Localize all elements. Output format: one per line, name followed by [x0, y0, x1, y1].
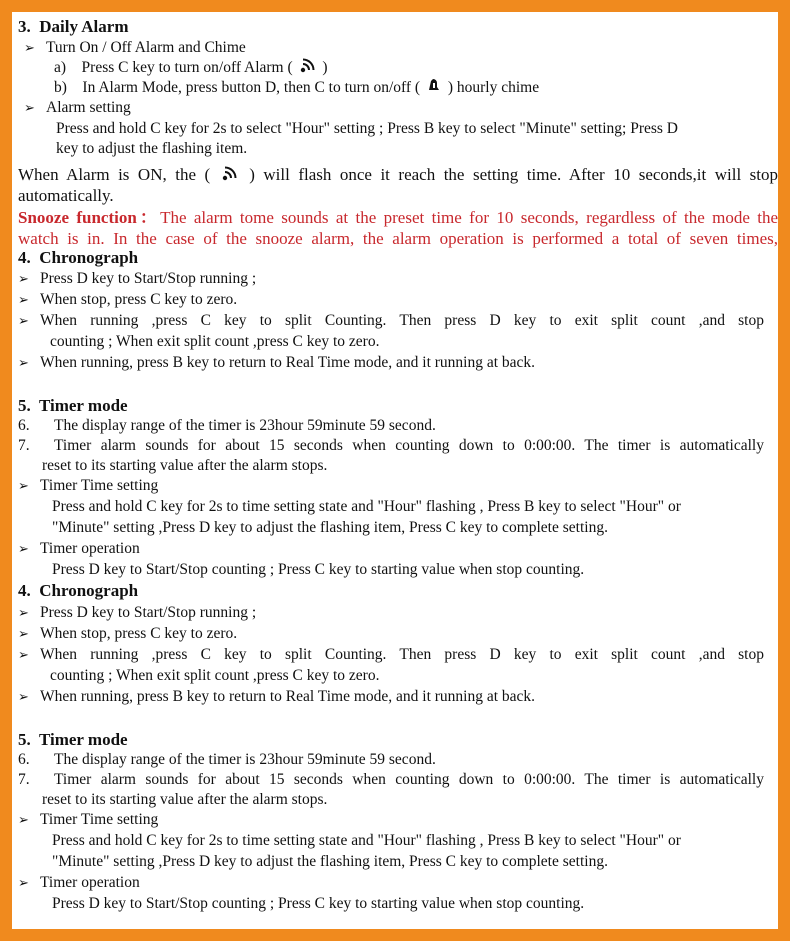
timer-item-6b-num: 6.	[18, 751, 30, 768]
alarm-item-b-label: b)	[54, 79, 67, 96]
timer-setting-label-b-text: Timer Time setting	[40, 811, 159, 828]
chrono-item-1	[18, 269, 778, 290]
arrow-bullet-icon: ➢	[18, 606, 29, 621]
timer-heading-1	[18, 396, 778, 416]
arrow-bullet-icon: ➢	[18, 479, 29, 494]
timer-operation-b-line: Press D key to Start/Stop counting ; Press C key to starting value when stop counting.	[52, 895, 585, 912]
alarm-heading-title: Daily Alarm	[39, 17, 129, 36]
alarm-item-a-close: )	[322, 59, 328, 76]
chrono-item-2b	[18, 624, 778, 645]
arrow-bullet-icon: ➢	[18, 690, 29, 705]
alarm-on-text-a: When Alarm is ON, the (	[18, 165, 211, 184]
timer-setting-line1: Press and hold C key for 2s to time setting state and "Hour" flashing , Press B key to select "Hour" or	[52, 498, 681, 515]
timer-setting-b-line2: "Minute" setting ,Press D key to adjust the flashing item, Press C key to complete setting.	[52, 853, 608, 870]
chrono-heading-title: Chronograph	[39, 581, 139, 600]
snooze-line1	[18, 208, 778, 228]
timer-heading-number: 5.	[18, 730, 31, 749]
alarm-setting-label-text: Alarm setting	[46, 99, 131, 116]
arrow-bullet-icon: ➢	[18, 272, 29, 287]
chrono-heading-number: 4.	[18, 248, 31, 267]
arrow-bullet-icon: ➢	[18, 876, 29, 891]
timer-item-7-num: 7.	[18, 437, 30, 454]
chime-bell-icon	[426, 78, 442, 94]
timer-setting-label-text: Timer Time setting	[40, 477, 159, 494]
timer-item-7b	[18, 770, 764, 790]
snooze-text-1: The alarm tome sounds at the preset time for 10 seconds, regardless of the mode the	[160, 208, 778, 227]
timer-item-7b-num: 7.	[18, 771, 30, 788]
timer-item-7-text: Timer alarm sounds for about 15 seconds when counting down to 0:00:00. The timer is automatically	[54, 437, 764, 454]
alarm-item-a	[54, 58, 778, 78]
chrono-item-1-text: Press D key to Start/Stop running ;	[40, 270, 257, 287]
timer-operation-label-b	[18, 873, 778, 894]
alarm-turn-on-off-text: Turn On / Off Alarm and Chime	[46, 39, 246, 56]
chrono-item-4b	[18, 687, 778, 708]
arrow-bullet-icon: ➢	[18, 627, 29, 642]
alarm-item-b-close: ) hourly chime	[447, 79, 540, 96]
manual-page	[12, 12, 778, 929]
timer-operation-label	[18, 539, 778, 560]
arrow-bullet-icon: ➢	[18, 813, 29, 828]
arrow-bullet-icon: ➢	[24, 101, 35, 116]
timer-item-6-num: 6.	[18, 417, 30, 434]
alarm-heading-number: 3.	[18, 17, 31, 36]
chrono-item-3-line2: counting ; When exit split count ,press C key to zero.	[50, 333, 380, 350]
arrow-bullet-icon: ➢	[18, 314, 29, 329]
arrow-bullet-icon: ➢	[18, 542, 29, 557]
chrono-item-3b-text: When running ,press C key to split Counting. Then press D key to exit split count ,and stop	[40, 646, 764, 663]
chrono-item-4	[18, 353, 778, 374]
chrono-heading-title: Chronograph	[39, 248, 139, 267]
timer-operation-line: Press D key to Start/Stop counting ; Press C key to starting value when stop counting.	[52, 561, 585, 578]
alarm-item-b-text: In Alarm Mode, press button D, then C to turn on/off (	[82, 79, 421, 96]
timer-item-6	[18, 416, 778, 436]
arrow-bullet-icon: ➢	[18, 293, 29, 308]
timer-operation-label-text: Timer operation	[40, 540, 140, 557]
chrono-item-3b-line2: counting ; When exit split count ,press C key to zero.	[50, 667, 380, 684]
chrono-item-1b	[18, 603, 778, 624]
chrono-heading-2	[18, 581, 778, 601]
chrono-item-2	[18, 290, 778, 311]
timer-setting-b-line1: Press and hold C key for 2s to time setting state and "Hour" flashing , Press B key to select "Hour" or	[52, 832, 681, 849]
alarm-heading	[18, 17, 778, 37]
timer-heading-title: Timer mode	[38, 730, 128, 749]
timer-item-6b	[18, 750, 778, 770]
alarm-setting-line2: key to adjust the flashing item.	[56, 140, 248, 157]
alarm-signal-icon	[299, 58, 317, 74]
alarm-setting-label	[24, 98, 778, 119]
alarm-item-b	[54, 78, 778, 98]
timer-item-6b-text: The display range of the timer is 23hour 59minute 59 second.	[54, 751, 436, 768]
alarm-setting-line1: Press and hold C key for 2s to select "Hour" setting ; Press B key to select "Minute" setting; Press D	[56, 120, 678, 137]
timer-heading-number: 5.	[18, 396, 31, 415]
chrono-item-1b-text: Press D key to Start/Stop running ;	[40, 604, 257, 621]
timer-setting-line2: "Minute" setting ,Press D key to adjust the flashing item, Press C key to complete setting.	[52, 519, 608, 536]
alarm-signal-icon	[221, 166, 239, 182]
chrono-item-3	[18, 311, 764, 331]
alarm-on-line1	[18, 165, 778, 185]
snooze-line2: watch is in. In the case of the snooze alarm, the alarm operation is performed a total of seven times,	[18, 229, 778, 248]
chrono-item-3-text: When running ,press C key to split Counting. Then press D key to exit split count ,and stop	[40, 312, 764, 329]
timer-heading-2	[18, 730, 778, 750]
chrono-item-3b	[18, 645, 764, 665]
timer-item-7b-text: Timer alarm sounds for about 15 seconds when counting down to 0:00:00. The timer is automatically	[54, 771, 764, 788]
chrono-heading-1	[18, 248, 778, 268]
arrow-bullet-icon: ➢	[24, 41, 35, 56]
chrono-item-2b-text: When stop, press C key to zero.	[40, 625, 238, 642]
arrow-bullet-icon: ➢	[18, 356, 29, 371]
timer-setting-label-b	[18, 810, 778, 831]
alarm-item-a-label: a)	[54, 59, 67, 76]
timer-item-7	[18, 436, 764, 456]
chrono-item-4b-text: When running, press B key to return to Real Time mode, and it running at back.	[40, 688, 536, 705]
snooze-label: Snooze function：	[18, 208, 161, 227]
timer-operation-label-b-text: Timer operation	[40, 874, 140, 891]
timer-heading-title: Timer mode	[38, 396, 128, 415]
timer-setting-label	[18, 476, 778, 497]
chrono-heading-number: 4.	[18, 581, 31, 600]
alarm-turn-on-off	[24, 38, 778, 59]
alarm-on-text-b: ) will flash once it reach the setting time. After 10 seconds,it will stop	[249, 165, 778, 184]
alarm-on-line2: automatically.	[18, 186, 114, 205]
arrow-bullet-icon: ➢	[18, 648, 29, 663]
alarm-item-a-text: Press C key to turn on/off Alarm (	[81, 59, 293, 76]
chrono-item-2-text: When stop, press C key to zero.	[40, 291, 238, 308]
timer-item-7b-line2: reset to its starting value after the alarm stops.	[42, 791, 328, 808]
timer-item-7-line2: reset to its starting value after the alarm stops.	[42, 457, 328, 474]
chrono-item-4-text: When running, press B key to return to Real Time mode, and it running at back.	[40, 354, 536, 371]
timer-item-6-text: The display range of the timer is 23hour 59minute 59 second.	[54, 417, 436, 434]
